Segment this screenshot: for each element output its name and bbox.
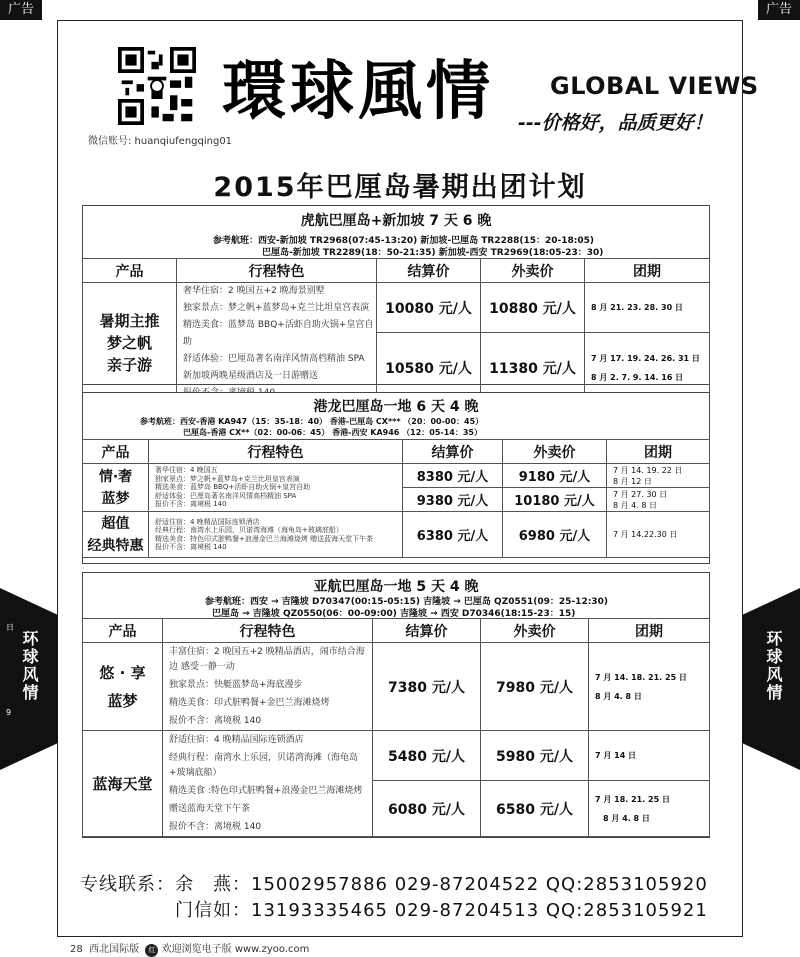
header-settle: 结算价 <box>377 259 481 283</box>
sec2-title: 港龙巴厘岛一地 6 天 4 晚 <box>313 399 479 415</box>
sec3-retail-2: 5980 元/人 <box>481 731 589 781</box>
header-features: 行程特色 <box>177 259 377 283</box>
sec3-header-features: 行程特色 <box>163 619 373 643</box>
sec3-dates-2: 7 月 14 日 <box>589 731 710 781</box>
sec1-retail-2: 11380 元/人 <box>481 333 585 403</box>
qr-code <box>118 47 196 125</box>
sec1-title: 虎航巴厘岛+新加坡 7 天 6 晚 <box>300 213 492 229</box>
sec2-retail-1: 9180 元/人 <box>503 464 607 488</box>
sec1-retail-1: 10880 元/人 <box>481 283 585 333</box>
ad-label-left: 广告 <box>0 0 42 20</box>
sec3-dates-3: 7 月 18. 21. 25 日 8 月 4. 8 日 <box>589 781 710 837</box>
sec3-header-retail: 外卖价 <box>481 619 589 643</box>
sec2-header-settle: 结算价 <box>403 440 503 464</box>
sec2-header-features: 行程特色 <box>149 440 403 464</box>
side-text-right: 环球风情 <box>764 630 783 702</box>
side-mark-1: 日 <box>6 623 14 632</box>
wechat-id: 微信账号: huanqiufengqing01 <box>88 136 233 147</box>
sec1-product: 暑期主推 梦之帆 亲子游 <box>83 283 177 403</box>
sec3-features-1: 丰富住宿：2 晚国五+2 晚精品酒店，闹市结合海边 感受一静一动 独家景点：快艇蓝梦岛+海底漫步 精选美食：印式脏鸭餐+金巴兰海滩烧烤 报价不含：离境税 140 <box>163 643 373 731</box>
sec2-route1: 参考航班：西安-香港 KA947（15：35-18：40） 香港-巴厘岛 CX*** （20：00-00：45） <box>140 417 484 426</box>
header-dates: 团期 <box>585 259 710 283</box>
sec3-product-2: 蓝海天堂 <box>83 731 163 837</box>
brand-english: GLOBAL VIEWS <box>550 72 759 100</box>
sec3-retail-3: 6580 元/人 <box>481 781 589 837</box>
ad-label-right: 广告 <box>758 0 800 20</box>
sec3-header-settle: 结算价 <box>373 619 481 643</box>
sec1-route2: 巴厘岛-新加坡 TR2289(18：50-21:35) 新加坡-西安 TR2969(18:05-23：30) <box>262 248 604 258</box>
sec3-retail-1: 7980 元/人 <box>481 643 589 731</box>
sec3-title: 亚航巴厘岛一地 5 天 4 晚 <box>313 579 479 595</box>
sec3-header-dates: 团期 <box>589 619 710 643</box>
sec3-dates-1: 7 月 14. 18. 21. 25 日 8 月 4. 8 日 <box>589 643 710 731</box>
sec2-header-product: 产品 <box>83 440 149 464</box>
page-title: 2015年巴厘岛暑期出团计划 <box>213 172 587 203</box>
sec1-settle-2: 10580 元/人 <box>377 333 481 403</box>
sec2-dates-1: 7 月 14. 19. 22 日 8 月 12 日 <box>607 464 710 488</box>
sec1-features: 奢华住宿：2 晚国五+2 晚海景别墅 独家景点：梦之帆+蓝梦岛+克兰比坦皇宫表演 精选美食：蓝梦岛 BBQ+活虾自助火锅+皇宫自助 舒适体验：巴厘岛著名南洋风情高档精油 SPA 新加坡两晚星级酒店及一日游赠送 <box>177 283 377 403</box>
sec1-route1: 参考航班：西安-新加坡 TR2968(07:45-13:20) 新加坡-巴厘岛 TR2288(15：20-18:05) <box>213 236 595 246</box>
page-number: 28 <box>70 944 83 955</box>
sec1-settle-1: 10080 元/人 <box>377 283 481 333</box>
sec3-header-product: 产品 <box>83 619 163 643</box>
footer-text: 欢迎浏览电子版 www.zyoo.com <box>161 944 310 955</box>
sec2-settle-1: 8380 元/人 <box>403 464 503 488</box>
sec3-features-2: 舒适住宿：4 晚精品国际连锁酒店 经典行程：南湾水上乐园，贝诺湾海滩（海龟岛+玻璃底船） 精选美食 :特色印式脏鸭餐+浪漫金巴兰海滩烧烤 赠送蓝海天堂下午茶 报价不含：离境税 140 <box>163 731 373 837</box>
sec3-settle-2: 5480 元/人 <box>373 731 481 781</box>
contact-row-2 <box>175 896 708 922</box>
sec2-product-2: 超值 经典特惠 <box>83 512 149 558</box>
edition-badge-icon: 红 <box>145 944 158 957</box>
sec3-settle-3: 6080 元/人 <box>373 781 481 837</box>
contact-phone-2: 13193335465 029-87204513 QQ:2853105921 <box>251 900 708 921</box>
sec2-table <box>82 439 710 558</box>
sec3-route1: 参考航班：西安 → 吉隆坡 D70347(00:15-05:15) 吉隆坡 → 巴厘岛 QZ0551(09：25-12:30) <box>205 597 608 607</box>
contact-label: 专线联系： <box>80 874 175 895</box>
sec2-route2: 巴厘岛-香港 CX**（02：00-06：45） 香港-西安 KA946 （12：05-14：35） <box>183 428 482 437</box>
sec2-settle-3: 6380 元/人 <box>403 512 503 558</box>
sec2-header-dates: 团期 <box>607 440 710 464</box>
footer <box>70 940 309 957</box>
sec3-table <box>82 618 710 837</box>
contact-name-2: 门信如： <box>175 900 251 921</box>
sec2-dates-2: 7 月 27. 30 日 8 月 4. 8 日 <box>607 488 710 512</box>
sec2-product-1: 情·奢 蓝梦 <box>83 464 149 512</box>
contact-name-1: 余 燕： <box>175 874 251 895</box>
sec2-header-retail: 外卖价 <box>503 440 607 464</box>
sec2-retail-2: 10180 元/人 <box>503 488 607 512</box>
sec2-retail-3: 6980 元/人 <box>503 512 607 558</box>
sec3-settle-1: 7380 元/人 <box>373 643 481 731</box>
side-text-left: 环球风情 <box>20 630 39 702</box>
header-retail: 外卖价 <box>481 259 585 283</box>
sec3-route2: 巴厘岛 → 吉隆坡 QZ0550(06：00-09:00) 吉隆坡 → 西安 D70346(18:15-23：15) <box>212 609 576 619</box>
contact-phone-1: 15002957886 029-87204522 QQ:2853105920 <box>251 874 708 895</box>
header-product: 产品 <box>83 259 177 283</box>
side-mark-2: 9 <box>6 708 12 717</box>
sec2-features-1: 奢华住宿：4 晚国五 独家景点：梦之帆+蓝梦岛+克兰比坦皇宫表演 精选美食：蓝梦岛 BBQ+活虾自助火锅+皇宫自助 舒适体验：巴厘岛著名南洋风情高档精油 SPA 报价不含：离境税 140 <box>149 464 403 512</box>
sec1-dates-2: 7 月 17. 19. 24. 26. 31 日 8 月 2. 7. 9. 14. 16 日 <box>585 333 710 403</box>
sec2-settle-2: 9380 元/人 <box>403 488 503 512</box>
sec2-features-2: 舒适住宿：4 晚精品国际连锁酒店 经典行程：南湾水上乐园，贝诺湾海滩（海龟岛+玻璃底船） 精选美食：特色印式脏鸭餐+浪漫金巴兰海滩烧烤 赠送蓝海天堂下午茶 报价不含：离境税 140 <box>149 512 403 558</box>
brand-slogan: ---价格好，品质更好！ <box>518 112 713 134</box>
sec1-table <box>82 258 710 403</box>
publication-name: 西北国际版 <box>89 944 140 955</box>
brand-logo: 環球風情 <box>222 54 494 129</box>
sec3-product-1: 悠 · 享 蓝梦 <box>83 643 163 731</box>
sec1-dates-1: 8 月 21. 23. 28. 30 日 <box>585 283 710 333</box>
contact-row-1 <box>80 870 708 896</box>
sec2-dates-3: 7 月 14.22.30 日 <box>607 512 710 558</box>
